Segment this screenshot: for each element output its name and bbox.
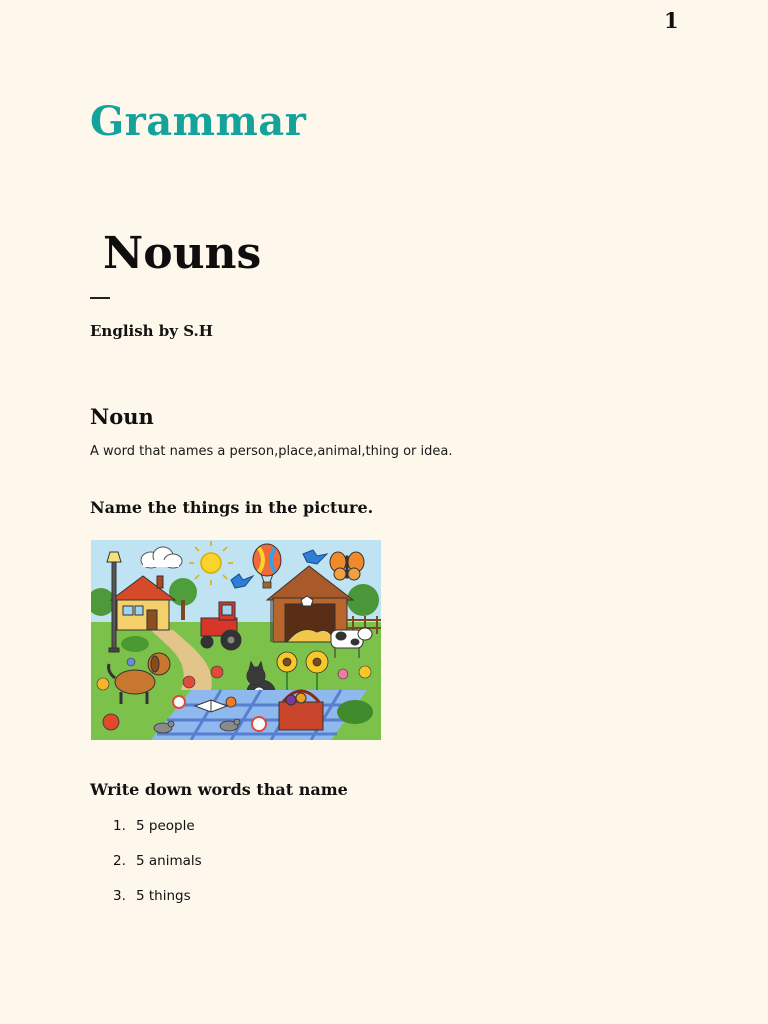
apple-icon [103, 714, 119, 730]
list-item-number: 3. [113, 888, 126, 904]
picture-instruction: Name the things in the picture. [90, 498, 374, 517]
document-title: Nouns [103, 228, 262, 279]
bush [121, 636, 149, 652]
page-number: 1 [664, 8, 679, 33]
subject-title: Grammar [90, 98, 307, 145]
farm-scene-illustration [91, 540, 381, 740]
list-item-number: 2. [113, 853, 126, 869]
bush [337, 700, 373, 724]
section-heading: Noun [90, 404, 154, 429]
list-item-text: 5 things [136, 888, 191, 904]
ball-icon [173, 696, 185, 708]
title-divider [90, 297, 110, 299]
noun-definition: A word that names a person,place,animal,thing or idea. [90, 444, 453, 459]
list-item-text: 5 people [136, 818, 195, 834]
author-line: English by S.H [90, 322, 213, 340]
task-list [113, 818, 202, 923]
writing-instruction: Write down words that name [90, 780, 348, 799]
list-item-number: 1. [113, 818, 126, 834]
list-item [113, 853, 202, 888]
list-item-text: 5 animals [136, 853, 202, 869]
apple-icon [226, 697, 236, 707]
list-item [113, 818, 202, 853]
ball-icon [252, 717, 266, 731]
list-item [113, 888, 202, 923]
butterfly-icon [330, 552, 364, 580]
